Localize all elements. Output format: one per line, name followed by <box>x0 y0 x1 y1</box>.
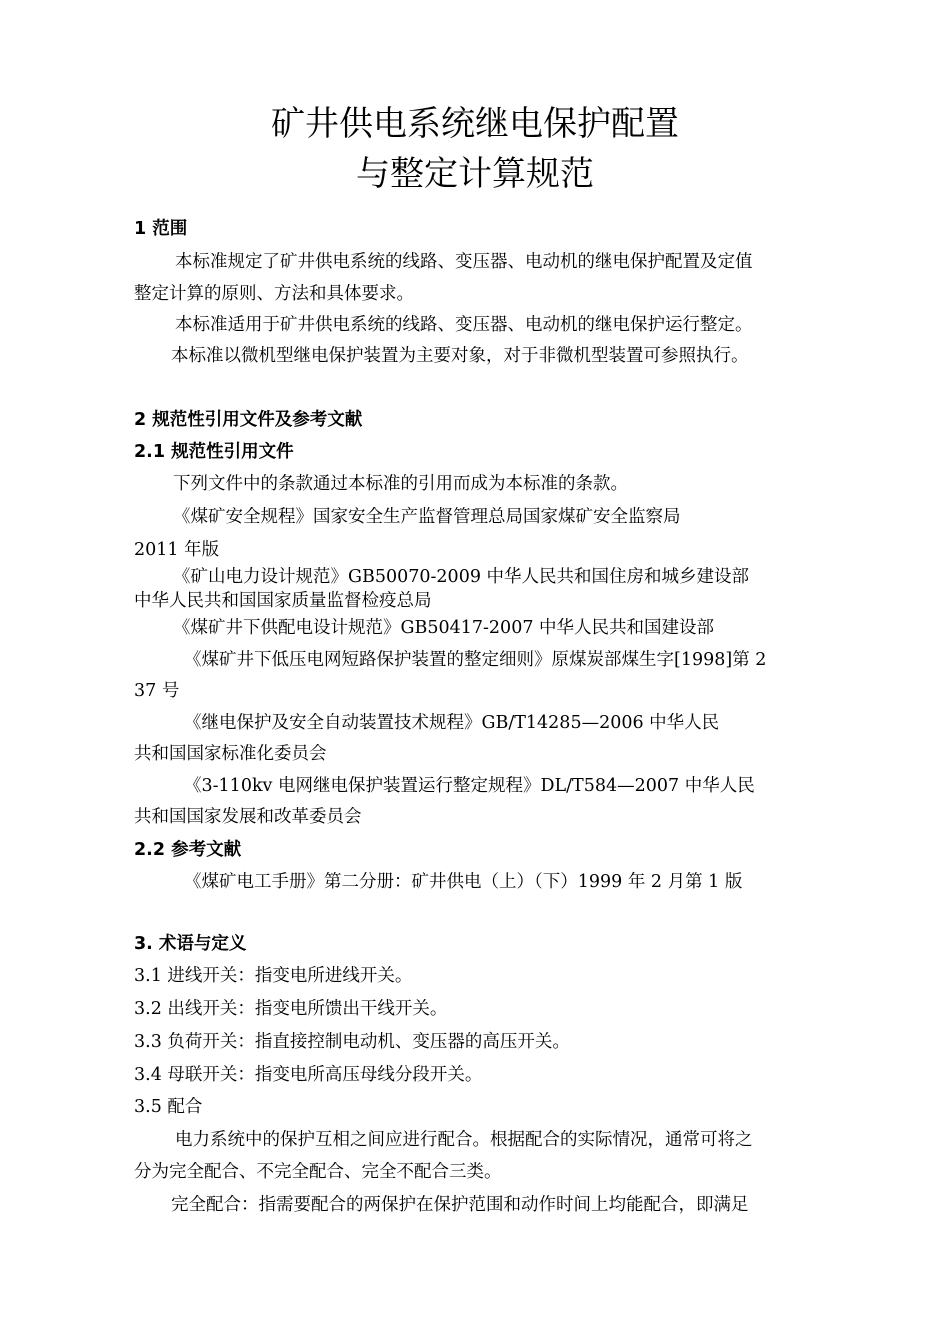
section-3-paragraph-1-line-1: 电力系统中的保护互相之间应进行配合。根据配合的实际情况，通常可将之 <box>175 1130 753 1150</box>
reference-2-line-2: 中华人民共和国国家质量监督检疫总局 <box>134 591 432 611</box>
section-1-paragraph-2: 本标准适用于矿井供电系统的线路、变压器、电动机的继电保护运行整定。 <box>175 315 753 335</box>
definition-3-4: 3.4 母联开关：指变电所高压母线分段开关。 <box>134 1065 483 1085</box>
section-2-1-heading: 2.1 规范性引用文件 <box>134 442 294 462</box>
reference-4-line-1: 《煤矿井下低压电网短路保护装置的整定细则》原煤炭部煤生字[1998]第 2 <box>184 650 767 670</box>
reference-2-line-1: 《矿山电力设计规范》GB50070-2009 中华人民共和国住房和城乡建设部 <box>173 567 750 587</box>
reference-3: 《煤矿井下供配电设计规范》GB50417-2007 中华人民共和国建设部 <box>173 618 715 638</box>
definition-3-3: 3.3 负荷开关：指直接控制电动机、变压器的高压开关。 <box>134 1032 570 1052</box>
document-title-line-2: 与整定计算规范 <box>356 154 594 194</box>
reference-6-line-2: 共和国国家发展和改革委员会 <box>134 807 362 827</box>
document-title-line-1: 矿井供电系统继电保护配置 <box>271 104 679 144</box>
reference-1-line-1: 《煤矿安全规程》国家安全生产监督管理总局国家煤矿安全监察局 <box>173 507 681 527</box>
definition-3-1: 3.1 进线开关：指变电所进线开关。 <box>134 966 413 986</box>
reference-7: 《煤矿电工手册》第二分册：矿井供电（上）（下）1999 年 2 月第 1 版 <box>184 872 743 892</box>
reference-4-line-2: 37 号 <box>134 681 180 701</box>
reference-1-line-2: 2011 年版 <box>134 540 220 560</box>
reference-5-line-2: 共和国国家标准化委员会 <box>134 744 327 764</box>
definition-3-5: 3.5 配合 <box>134 1097 203 1117</box>
section-1-paragraph-3: 本标准以微机型继电保护装置为主要对象，对于非微机型装置可参照执行。 <box>171 346 749 366</box>
section-2-1-intro: 下列文件中的条款通过本标准的引用而成为本标准的条款。 <box>173 474 628 494</box>
definition-3-2: 3.2 出线开关：指变电所馈出干线开关。 <box>134 999 448 1019</box>
reference-5-line-1: 《继电保护及安全自动装置技术规程》GB/T14285—2006 中华人民 <box>184 713 720 733</box>
section-2-2-heading: 2.2 参考文献 <box>134 840 242 860</box>
section-3-paragraph-1-line-2: 分为完全配合、不完全配合、完全不配合三类。 <box>134 1162 502 1182</box>
section-1-paragraph-1-line-2: 整定计算的原则、方法和具体要求。 <box>134 284 414 304</box>
reference-6-line-1: 《3-110kv 电网继电保护装置运行整定规程》DL/T584—2007 中华人民 <box>184 776 755 796</box>
section-3-heading: 3. 术语与定义 <box>134 934 247 954</box>
section-1-heading: 1 范围 <box>134 219 188 239</box>
section-1-paragraph-1-line-1: 本标准规定了矿井供电系统的线路、变压器、电动机的继电保护配置及定值 <box>175 252 753 272</box>
section-2-heading: 2 规范性引用文件及参考文献 <box>134 410 363 430</box>
section-3-paragraph-2-line-1: 完全配合：指需要配合的两保护在保护范围和动作时间上均能配合，即满足 <box>171 1195 749 1215</box>
